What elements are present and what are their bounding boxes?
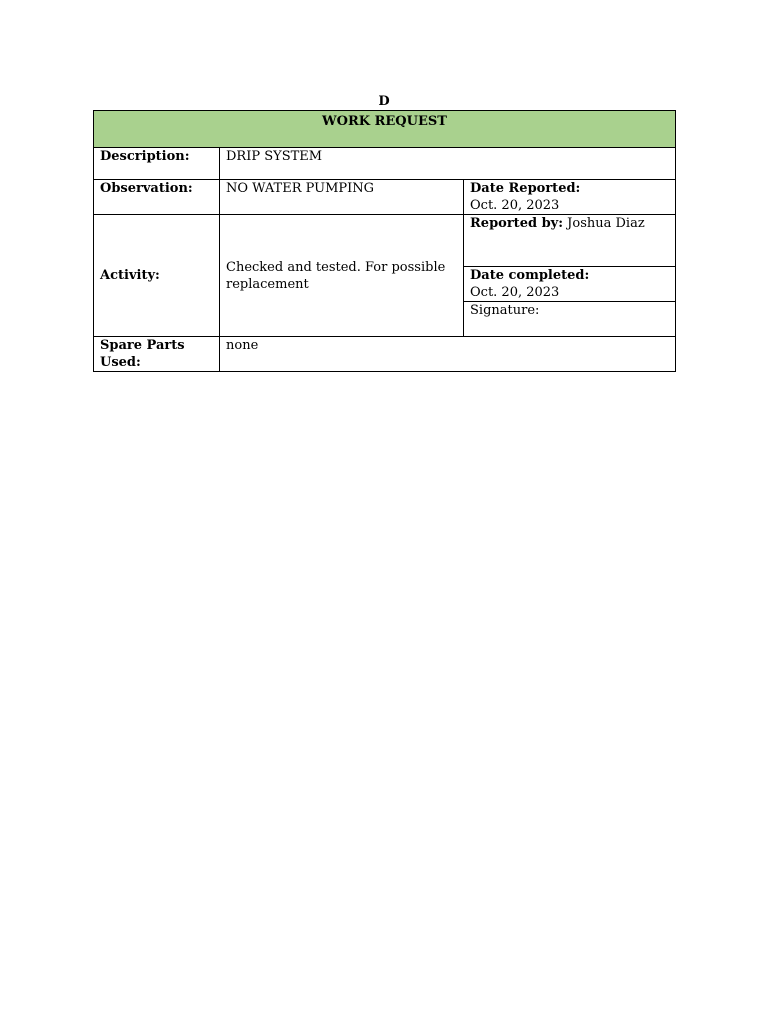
- signature-cell: [464, 302, 676, 337]
- reported-by-cell: [464, 215, 676, 267]
- date-reported-value: Oct. 20, 2023: [470, 198, 560, 213]
- observation-value: NO WATER PUMPING: [220, 180, 464, 215]
- reported-by-label: Reported by:: [470, 216, 564, 231]
- work-request-table: [93, 110, 676, 372]
- spare-parts-label: Spare Parts Used:: [94, 337, 220, 372]
- date-reported-cell: [464, 180, 676, 215]
- description-value: DRIP SYSTEM: [220, 148, 676, 180]
- date-completed-value: Oct. 20, 2023: [470, 285, 560, 300]
- activity-label: Activity:: [94, 215, 220, 337]
- work-request-title: WORK REQUEST: [94, 111, 676, 148]
- date-reported-label: Date Reported:: [470, 181, 581, 196]
- spare-parts-value: none: [220, 337, 676, 372]
- reported-by-value: Joshua Diaz: [567, 216, 645, 231]
- date-completed-label: Date completed:: [470, 268, 590, 283]
- activity-value: Checked and tested. For possible replacement: [220, 215, 464, 337]
- document-letter: D: [378, 94, 390, 109]
- observation-label: Observation:: [94, 180, 220, 215]
- date-completed-cell: [464, 267, 676, 302]
- signature-label: Signature:: [470, 303, 540, 318]
- description-label: Description:: [94, 148, 220, 180]
